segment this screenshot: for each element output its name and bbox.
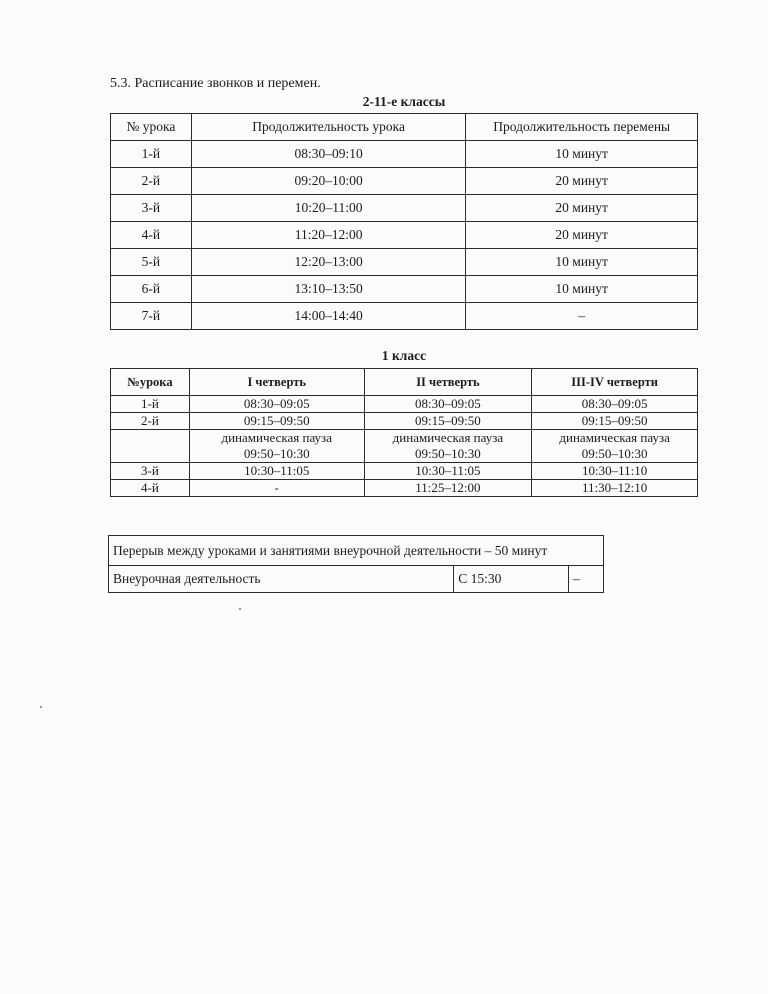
table-header-row: [111, 114, 698, 141]
header-lesson-number: №урока: [111, 369, 190, 396]
cell-lesson: 2-й: [111, 413, 190, 430]
cell-time: 12:20–13:00: [191, 249, 466, 276]
scan-speck: [239, 608, 241, 610]
cell-break: 10 минут: [466, 249, 698, 276]
header-lesson-duration: Продолжительность урока: [191, 114, 466, 141]
cell-time: 11:25–12:00: [364, 480, 532, 497]
cell-lesson: 5-й: [111, 249, 192, 276]
cell-time: 10:30–11:05: [189, 463, 364, 480]
cell-lesson: 2-й: [111, 168, 192, 195]
cell-time: 11:30–12:10: [532, 480, 698, 497]
cell-lesson: 3-й: [111, 195, 192, 222]
table-row-activity: [109, 566, 604, 593]
header-quarter-3-4: III-IV четверти: [532, 369, 698, 396]
table-row: [111, 463, 698, 480]
table-caption-grades-2-11: 2-11-е классы: [362, 94, 446, 109]
cell-break: 20 минут: [466, 195, 698, 222]
cell-time: 09:20–10:00: [191, 168, 466, 195]
extracurricular-table: [108, 535, 604, 593]
cell-time: 08:30–09:05: [532, 396, 698, 413]
cell-pause-label: динамическая пауза: [189, 430, 364, 447]
cell-time: 09:15–09:50: [532, 413, 698, 430]
cell-lesson: 7-й: [111, 303, 192, 330]
cell-time: 10:20–11:00: [191, 195, 466, 222]
table-row-dynamic-pause-time: [111, 446, 698, 463]
cell-time: 08:30–09:10: [191, 141, 466, 168]
cell-time: 14:00–14:40: [191, 303, 466, 330]
schedule-table-grade-1: [110, 368, 698, 497]
cell-time: 09:15–09:50: [189, 413, 364, 430]
cell-lesson: [111, 446, 190, 463]
cell-pause-time: 09:50–10:30: [364, 446, 532, 463]
schedule-table-grades-2-11: [110, 113, 698, 330]
cell-time: 09:15–09:50: [364, 413, 532, 430]
cell-time: 10:30–11:10: [532, 463, 698, 480]
cell-time: 08:30–09:05: [189, 396, 364, 413]
cell-activity-dash: –: [569, 566, 604, 593]
table-row: [111, 413, 698, 430]
cell-lesson: 4-й: [111, 480, 190, 497]
cell-pause-label: динамическая пауза: [532, 430, 698, 447]
header-lesson-number: № урока: [111, 114, 192, 141]
table-row: [111, 168, 698, 195]
table-row: [111, 141, 698, 168]
cell-time: 11:20–12:00: [191, 222, 466, 249]
table-row: [111, 303, 698, 330]
section-title: 5.3. Расписание звонков и перемен.: [110, 76, 321, 91]
cell-break: –: [466, 303, 698, 330]
table-row: [111, 276, 698, 303]
header-break-duration: Продолжительность перемены: [466, 114, 698, 141]
cell-time: 10:30–11:05: [364, 463, 532, 480]
cell-pause-time: 09:50–10:30: [532, 446, 698, 463]
table-header-row: [111, 369, 698, 396]
header-quarter-2: II четверть: [364, 369, 532, 396]
cell-break: 10 минут: [466, 276, 698, 303]
cell-break: 20 минут: [466, 168, 698, 195]
cell-activity-label: Внеурочная деятельность: [109, 566, 454, 593]
table-row: [111, 195, 698, 222]
cell-time: 08:30–09:05: [364, 396, 532, 413]
cell-break: 20 минут: [466, 222, 698, 249]
cell-time: 13:10–13:50: [191, 276, 466, 303]
cell-pause-label: динамическая пауза: [364, 430, 532, 447]
header-quarter-1: I четверть: [189, 369, 364, 396]
cell-lesson: 1-й: [111, 141, 192, 168]
cell-lesson: 4-й: [111, 222, 192, 249]
table-row: [111, 222, 698, 249]
cell-break-info: Перерыв между уроками и занятиями внеурочной деятельности – 50 минут: [109, 536, 604, 566]
table-row-break: [109, 536, 604, 566]
cell-lesson: 1-й: [111, 396, 190, 413]
table-row: [111, 396, 698, 413]
table-row: [111, 480, 698, 497]
cell-pause-time: 09:50–10:30: [189, 446, 364, 463]
cell-lesson: 6-й: [111, 276, 192, 303]
table-caption-grade-1: 1 класс: [381, 348, 427, 363]
cell-activity-time: С 15:30: [454, 566, 569, 593]
cell-lesson: 3-й: [111, 463, 190, 480]
cell-lesson: [111, 430, 190, 447]
cell-break: 10 минут: [466, 141, 698, 168]
table-row: [111, 249, 698, 276]
scan-speck: [40, 706, 42, 708]
cell-time: -: [189, 480, 364, 497]
table-row-dynamic-pause: [111, 430, 698, 447]
